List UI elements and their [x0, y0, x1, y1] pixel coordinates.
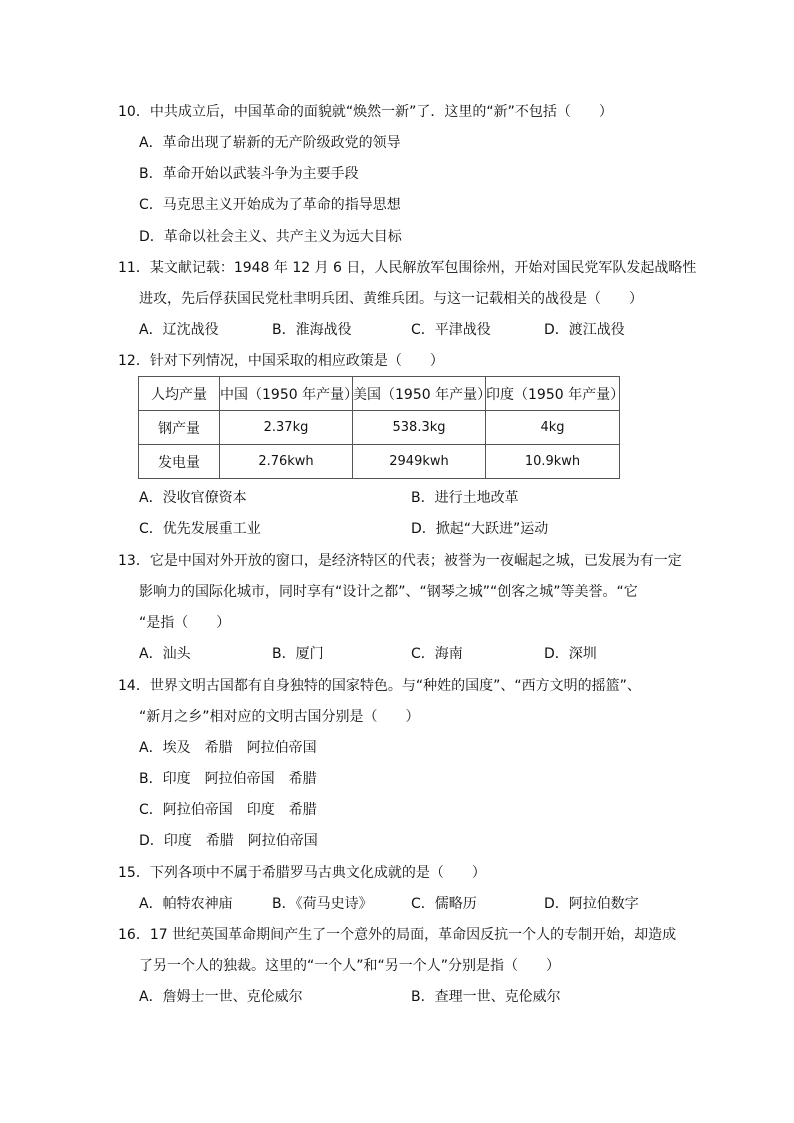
table-header-cell: 人均产量 — [139, 377, 220, 411]
table-cell: 2.37kg — [220, 411, 353, 445]
question-13-text-line-1: 13．它是中国对外开放的窗口，是经济特区的代表；被誉为一夜崛起之城，已发展为有一定 — [118, 553, 682, 569]
question-11-text-line-1: 11．某文献记载：1948 年 12 月 6 日，人民解放军包围徐州，开始对国民党军队发起战略性 — [118, 260, 697, 276]
question-16-text-line-1: 16．17 世纪英国革命期间产生了一个意外的局面，革命因反抗一个人的专制开始，却造成 — [118, 927, 677, 943]
question-12-option-c: C．优先发展重工业 — [139, 521, 261, 537]
production-table — [138, 376, 625, 479]
question-12-option-d: D．掀起“大跃进”运动 — [411, 521, 549, 537]
question-16-option-a: A．詹姆士一世、克伦威尔 — [139, 989, 303, 1005]
question-11-option-b: B．淮海战役 — [272, 322, 352, 338]
question-15-option-a: A．帕特农神庙 — [139, 896, 233, 912]
question-15-text: 15．下列各项中不属于希腊罗马古典文化成就的是（ ） — [118, 865, 486, 881]
table-header-cell: 美国（1950 年产量） — [353, 377, 486, 411]
question-14-option-c: C．阿拉伯帝国 印度 希腊 — [139, 802, 317, 818]
question-13-option-d: D．深圳 — [544, 646, 597, 662]
question-15-option-c: C．儒略历 — [411, 896, 477, 912]
question-10-text: 10．中共成立后，中国革命的面貌就“焕然一新”了．这里的“新”不包括（ ） — [118, 104, 613, 120]
question-16-text-line-2: 了另一个人的独裁。这里的“一个人”和“另一个人”分别是指（ ） — [139, 958, 561, 974]
table-header-row — [139, 377, 620, 411]
question-14-text-line-2: “新月之乡”相对应的文明古国分别是（ ） — [139, 709, 420, 725]
table-row — [139, 411, 620, 445]
question-11-option-d: D．渡江战役 — [544, 322, 625, 338]
question-13-text-line-3: “是指（ ） — [139, 615, 231, 631]
question-11-text-line-2: 进攻，先后俘获国民党杜聿明兵团、黄维兵团。与这一记载相关的战役是（ ） — [139, 291, 643, 307]
question-15-option-d: D．阿拉伯数字 — [544, 896, 639, 912]
question-14-text-line-1: 14．世界文明古国都有自身独特的国家特色。与“种姓的国度”、“西方文明的摇篮”、 — [118, 678, 641, 694]
table-cell: 2.76kwh — [220, 445, 353, 479]
question-13-option-a: A．汕头 — [139, 646, 191, 662]
question-12-option-a: A．没收官僚资本 — [139, 490, 247, 506]
question-14-option-b: B．印度 阿拉伯帝国 希腊 — [139, 771, 317, 787]
question-15-option-b: B．《荷马史诗》 — [272, 896, 373, 912]
question-10-option-b: B．革命开始以武装斗争为主要手段 — [139, 166, 359, 182]
question-16-option-b: B．查理一世、克伦威尔 — [411, 989, 561, 1005]
table-cell: 2949kwh — [353, 445, 486, 479]
question-10-option-c: C．马克思主义开始成为了革命的指导思想 — [139, 197, 401, 213]
question-14-option-a: A．埃及 希腊 阿拉伯帝国 — [139, 740, 317, 756]
table-row-label: 钢产量 — [139, 411, 220, 445]
question-12-option-b: B．进行土地改革 — [411, 490, 519, 506]
question-10-option-a: A．革命出现了崭新的无产阶级政党的领导 — [139, 135, 401, 151]
table-cell: 538.3kg — [353, 411, 486, 445]
question-14-option-d: D．印度 希腊 阿拉伯帝国 — [139, 833, 318, 849]
question-11-option-c: C．平津战役 — [411, 322, 491, 338]
table-cell: 4kg — [486, 411, 620, 445]
table-row-label: 发电量 — [139, 445, 220, 479]
question-13-text-line-2: 影响力的国际化城市，同时享有“设计之都”、“钢琴之城”“创客之城”等美誉。“它 — [139, 584, 638, 600]
table-header-cell: 中国（1950 年产量） — [220, 377, 353, 411]
table-cell: 10.9kwh — [486, 445, 620, 479]
question-11-option-a: A．辽沈战役 — [139, 322, 219, 338]
question-12-text: 12．针对下列情况，中国采取的相应政策是（ ） — [118, 353, 444, 369]
table-header-cell: 印度（1950 年产量） — [486, 377, 620, 411]
table-row — [139, 445, 620, 479]
question-13-option-c: C．海南 — [411, 646, 463, 662]
question-13-option-b: B．厦门 — [272, 646, 324, 662]
question-10-option-d: D．革命以社会主义、共产主义为远大目标 — [139, 229, 402, 245]
